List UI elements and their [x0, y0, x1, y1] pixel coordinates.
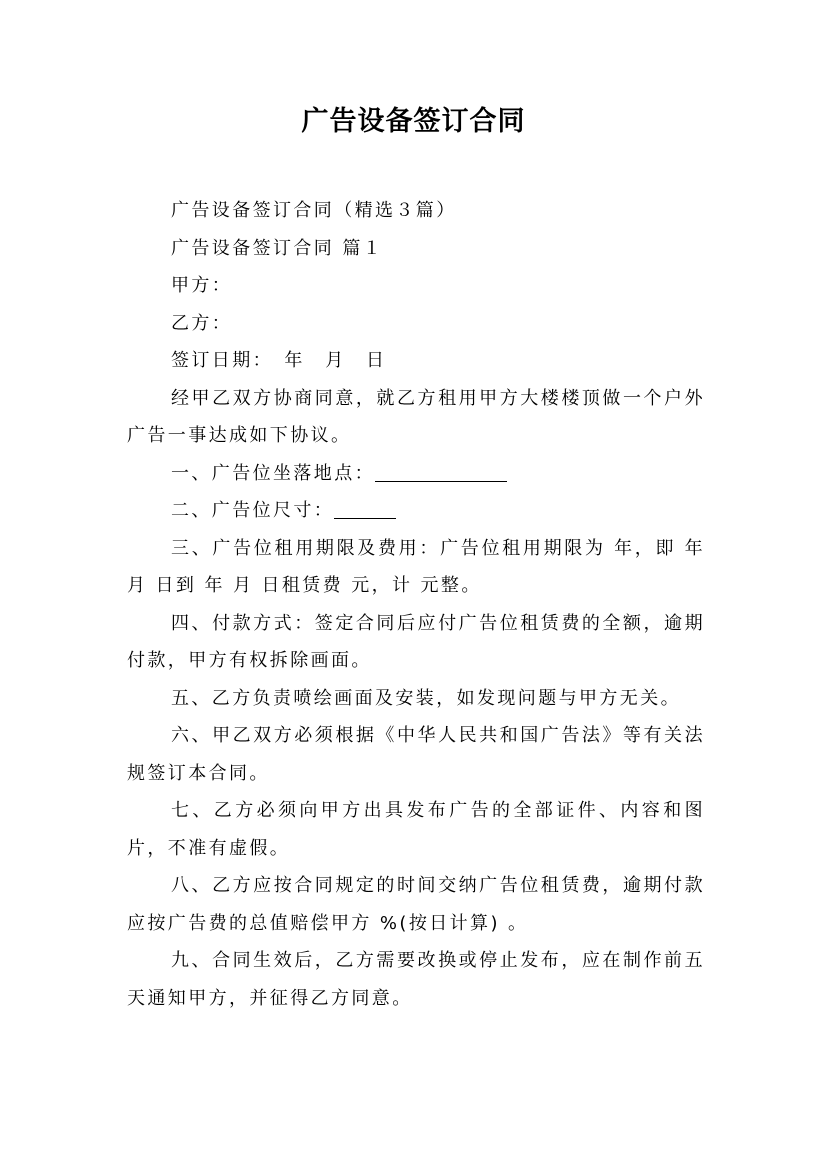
clause-2	[127, 492, 705, 530]
clause-8: 八、乙方应按合同规定的时间交纳广告位租赁费，逾期付款应按广告费的总值赔偿甲方 %(按日计算) 。	[127, 875, 705, 934]
document-title: 广告设备签订合同	[301, 106, 526, 137]
clause-1-label: 一、广告位坐落地点：	[171, 462, 375, 484]
clause-4: 四、付款方式：签定合同后应付广告位租赁费的全额，逾期付款，甲方有权拆除画面。	[127, 612, 705, 671]
document-body	[127, 192, 705, 1017]
size-blank	[334, 500, 396, 519]
section-heading: 广告设备签订合同 篇１	[171, 237, 384, 259]
clause-2-label: 二、广告位尺寸：	[171, 500, 335, 521]
party-a-line: 甲方：	[171, 275, 233, 296]
party-b-line: 乙方：	[171, 312, 233, 334]
intro-paragraph: 经甲乙双方协商同意，就乙方租用甲方大楼楼顶做一个户外广告一事达成如下协议。	[127, 387, 705, 446]
clause-5: 五、乙方负责喷绘画面及安装，如发现问题与甲方无关。	[171, 687, 681, 709]
clause-6: 六、甲乙双方必须根据《中华人民共和国广告法》等有关法规签订本合同。	[127, 725, 705, 784]
clause-3: 三、广告位租用期限及费用：广告位租用期限为 年，即 年 月 日到 年 月 日租赁费 元，计 元整。	[127, 537, 705, 596]
clause-7: 七、乙方必须向甲方出具发布广告的全部证件、内容和图片，不准有虚假。	[127, 800, 705, 859]
clause-1	[127, 455, 705, 493]
location-blank	[375, 463, 507, 482]
document-subtitle: 广告设备签订合同（精选３篇）	[171, 200, 457, 221]
clause-9: 九、合同生效后，乙方需要改换或停止发布，应在制作前五天通知甲方，并征得乙方同意。	[127, 950, 705, 1009]
sign-date-line: 签订日期： 年 月 日	[171, 350, 387, 371]
